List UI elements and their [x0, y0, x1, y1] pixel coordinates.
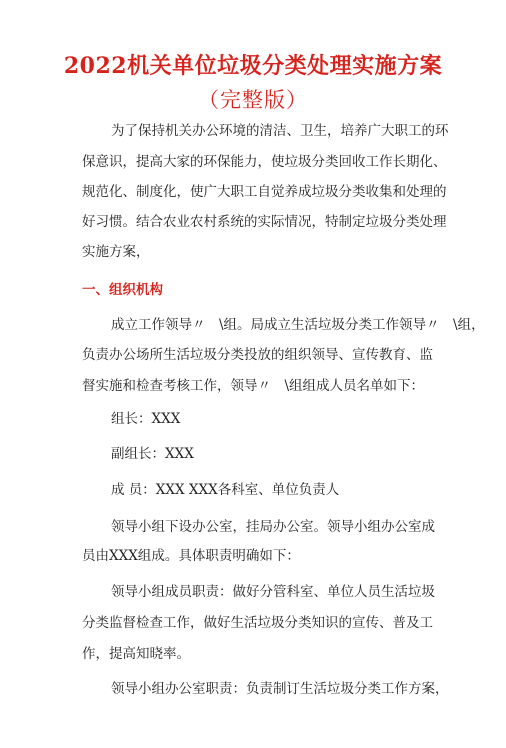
intro-line-3: 规范化、制度化，使广大职工自觉养成垃圾分类收集和处理的 — [82, 184, 447, 200]
duty-line-3: 作，提高知晓率。 — [82, 646, 190, 662]
duty-line-1: 领导小组成员职责：做好分管科室、单位人员生活垃圾 — [111, 584, 435, 600]
intro-line-5: 实施方案， — [82, 244, 150, 260]
document-title: 2022机关单位垃圾分类处理实施方案 — [63, 53, 443, 79]
office-line-1: 领导小组下设办公室，挂局办公室。领导小组办公室成 — [111, 519, 435, 535]
document-subtitle: （完整版） — [198, 88, 308, 112]
section-heading-organization: 一、组织机构 — [82, 282, 163, 298]
org-line-2: 负责办公场所生活垃圾分类投放的组织领导、宣传教育、监 — [82, 347, 433, 363]
office-line-2: 员由XXX组成。具体职责明确如下： — [82, 548, 300, 564]
deputy-leader-line: 副组长：XXX — [111, 446, 194, 462]
org-line-1: 成立工作领导〃 \组。局成立生活垃圾分类工作领导〃 \组， — [111, 317, 485, 333]
duty-line-2: 分类监督检查工作，做好生活垃圾分类知识的宣传、普及工 — [82, 615, 433, 631]
leader-line: 组长：XXX — [111, 411, 181, 427]
members-line: 成 员：XXX XXX各科室、单位负责人 — [111, 482, 340, 498]
intro-line-2: 保意识，提高大家的环保能力，使垃圾分类回收工作长期化、 — [82, 154, 447, 170]
intro-line-1: 为了保持机关办公环境的清洁、卫生，培养广大职工的环 — [111, 123, 449, 139]
org-line-3: 督实施和检查考核工作，领导〃 \组组成人员名单如下： — [82, 378, 425, 394]
intro-line-4: 好习惯。结合农业农村系统的实际情况，特制定垃圾分类处理 — [82, 214, 447, 230]
office-duty-line: 领导小组办公室职责：负责制订生活垃圾分类工作方案， — [111, 681, 449, 697]
